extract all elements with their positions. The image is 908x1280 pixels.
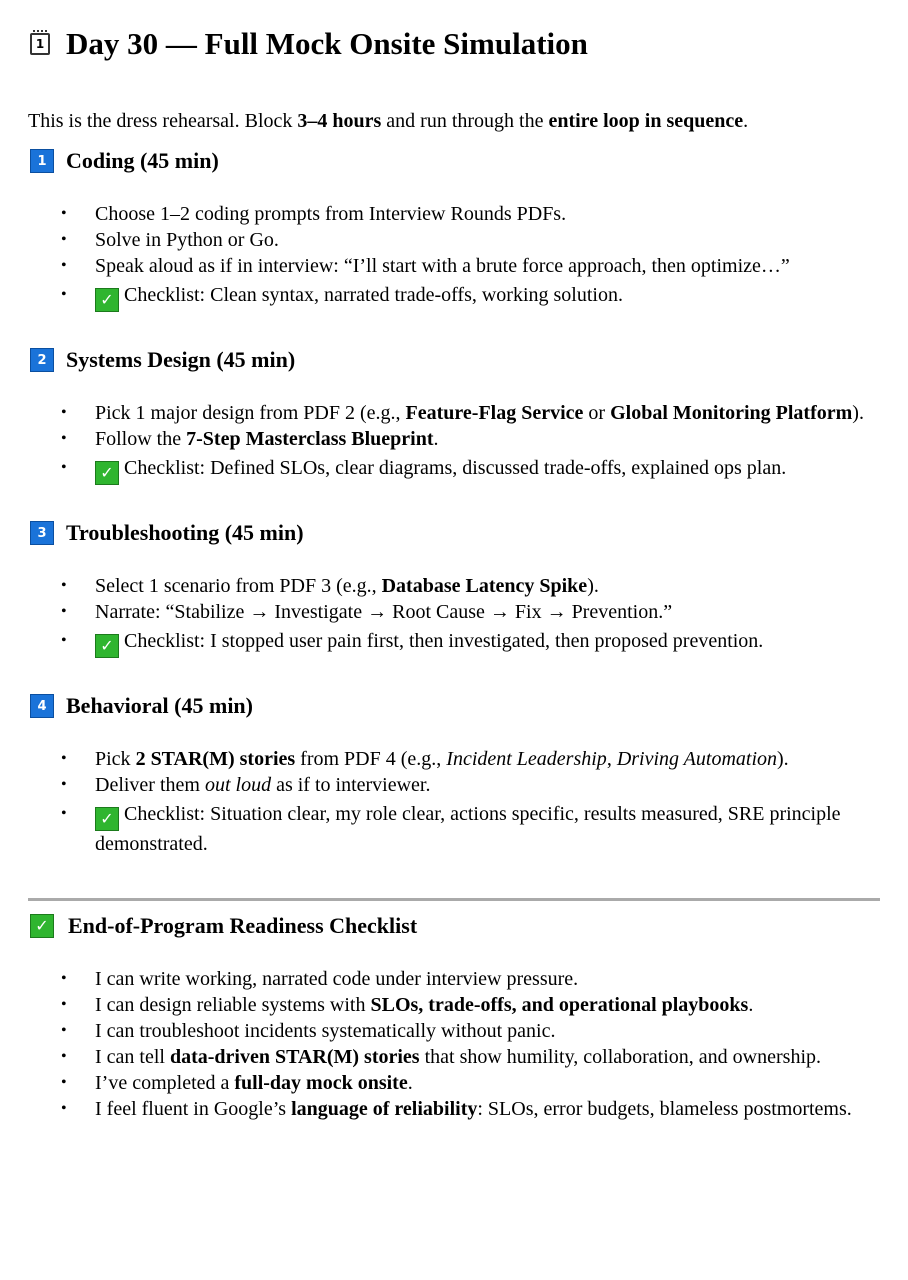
text-run: that show humility, collaboration, and ownership. — [419, 1046, 821, 1068]
text-run: from PDF 4 (e.g., — [295, 748, 447, 770]
check-mark-icon: ✓ — [95, 807, 119, 831]
text-run: and run through the — [381, 110, 549, 132]
text-run: I can troubleshoot incidents systematically without panic. — [95, 1020, 556, 1042]
list-item — [30, 400, 880, 426]
text-run: . — [433, 428, 439, 450]
bullet-list — [30, 573, 880, 659]
bold-text: 7-Step Masterclass Blueprint — [186, 428, 434, 450]
list-item — [30, 992, 880, 1018]
section-troubleshooting — [30, 518, 880, 659]
text-run: Choose 1–2 coding prompts from Interview Rounds PDFs. — [95, 203, 567, 225]
text-run: I can write working, narrated code under interview pressure. — [95, 968, 579, 990]
list-item — [30, 1044, 880, 1070]
section-coding — [30, 146, 880, 313]
section-systems — [30, 345, 880, 486]
italic-text: out loud — [204, 774, 272, 796]
text-run: . — [407, 1072, 413, 1094]
text-run: Checklist: Clean syntax, narrated trade-offs, working solution. — [119, 284, 623, 306]
list-item — [30, 625, 880, 659]
text-run: Solve in Python or Go. — [95, 229, 279, 251]
text-run: Speak aloud as if in interview: “I’ll start with a brute force approach, then optimize…” — [95, 255, 790, 277]
bold-text: 2 STAR(M) stories — [135, 748, 296, 770]
text-run: I can tell — [95, 1046, 170, 1068]
bold-text: full-day mock onsite — [234, 1072, 408, 1094]
text-run: . — [743, 110, 749, 132]
list-item — [30, 1070, 880, 1096]
readiness-checklist — [30, 911, 880, 1122]
text-run: I feel fluent in Google’s — [95, 1098, 292, 1120]
text-run: ). — [852, 402, 864, 424]
check-mark-icon: ✓ — [95, 288, 119, 312]
text-run: , — [606, 748, 617, 770]
text-run: : SLOs, error budgets, blameless postmortems. — [477, 1098, 852, 1120]
section-heading-text: Troubleshooting (45 min) — [66, 520, 304, 545]
list-item — [30, 201, 880, 227]
text-run: Checklist: Situation clear, my role clear, actions specific, results measured, SRE principle demonstrated. — [95, 803, 841, 855]
section-heading — [30, 518, 880, 548]
text-run: I’ve completed a — [95, 1072, 235, 1094]
calendar-icon: 1 — [30, 33, 50, 55]
bold-text: 3–4 hours — [297, 110, 382, 132]
number-1-icon: 1 — [30, 149, 54, 173]
list-item — [30, 966, 880, 992]
section-heading — [30, 345, 880, 375]
bold-text: data-driven STAR(M) stories — [169, 1046, 420, 1068]
bold-text: language of reliability — [291, 1098, 478, 1120]
list-item — [30, 746, 880, 772]
list-item — [30, 227, 880, 253]
italic-text: Incident Leadership — [446, 748, 607, 770]
section-heading-text: Behavioral (45 min) — [66, 693, 253, 718]
document-body — [30, 146, 880, 1122]
list-item — [30, 573, 880, 599]
text-run: Deliver them — [95, 774, 205, 796]
number-4-icon: 4 — [30, 694, 54, 718]
list-item — [30, 599, 880, 625]
text-run: Checklist: I stopped user pain first, then investigated, then proposed prevention. — [119, 630, 764, 652]
list-item — [30, 798, 880, 858]
check-mark-button-icon: ✓ — [30, 914, 54, 938]
check-mark-icon: ✓ — [95, 461, 119, 485]
check-mark-icon: ✓ — [95, 634, 119, 658]
list-item — [30, 452, 880, 486]
text-run: . — [748, 994, 754, 1016]
section-heading-text: Coding (45 min) — [66, 148, 219, 173]
bold-text: Feature-Flag Service — [405, 402, 584, 424]
text-run: Select 1 scenario from PDF 3 (e.g., — [95, 575, 382, 597]
page-title — [30, 26, 588, 62]
bullet-list — [30, 201, 880, 313]
number-2-icon: 2 — [30, 348, 54, 372]
text-run: Narrate: “Stabilize → Investigate → Root Cause → Fix → Prevention.” — [95, 601, 673, 623]
list-item — [30, 426, 880, 452]
text-run: ). — [587, 575, 599, 597]
number-3-icon: 3 — [30, 521, 54, 545]
intro-paragraph — [28, 110, 748, 133]
bold-text: entire loop in sequence — [548, 110, 744, 132]
list-item — [30, 253, 880, 279]
text-run: or — [583, 402, 611, 424]
divider — [28, 898, 880, 901]
section-heading — [30, 691, 880, 721]
bullet-list — [30, 966, 880, 1122]
list-item — [30, 279, 880, 313]
text-run: Checklist: Defined SLOs, clear diagrams, discussed trade-offs, explained ops plan. — [119, 457, 787, 479]
section-behavioral — [30, 691, 880, 858]
list-item — [30, 1018, 880, 1044]
bold-text: Global Monitoring Platform — [610, 402, 853, 424]
bullet-list — [30, 746, 880, 858]
section-heading — [30, 911, 880, 941]
text-run: as if to interviewer. — [271, 774, 431, 796]
text-run: Pick — [95, 748, 136, 770]
italic-text: Driving Automation — [616, 748, 777, 770]
bold-text: SLOs, trade-offs, and operational playbooks — [370, 994, 749, 1016]
section-heading — [30, 146, 880, 176]
bullet-list — [30, 400, 880, 486]
bold-text: Database Latency Spike — [381, 575, 588, 597]
page-title-text: Day 30 — Full Mock Onsite Simulation — [66, 26, 588, 61]
text-run: I can design reliable systems with — [95, 994, 371, 1016]
text-run: This is the dress rehearsal. Block — [28, 110, 298, 132]
list-item — [30, 772, 880, 798]
section-heading-text: End-of-Program Readiness Checklist — [68, 913, 418, 938]
list-item — [30, 1096, 880, 1122]
text-run: Pick 1 major design from PDF 2 (e.g., — [95, 402, 406, 424]
section-heading-text: Systems Design (45 min) — [66, 347, 296, 372]
text-run: Follow the — [95, 428, 187, 450]
text-run: ). — [777, 748, 789, 770]
